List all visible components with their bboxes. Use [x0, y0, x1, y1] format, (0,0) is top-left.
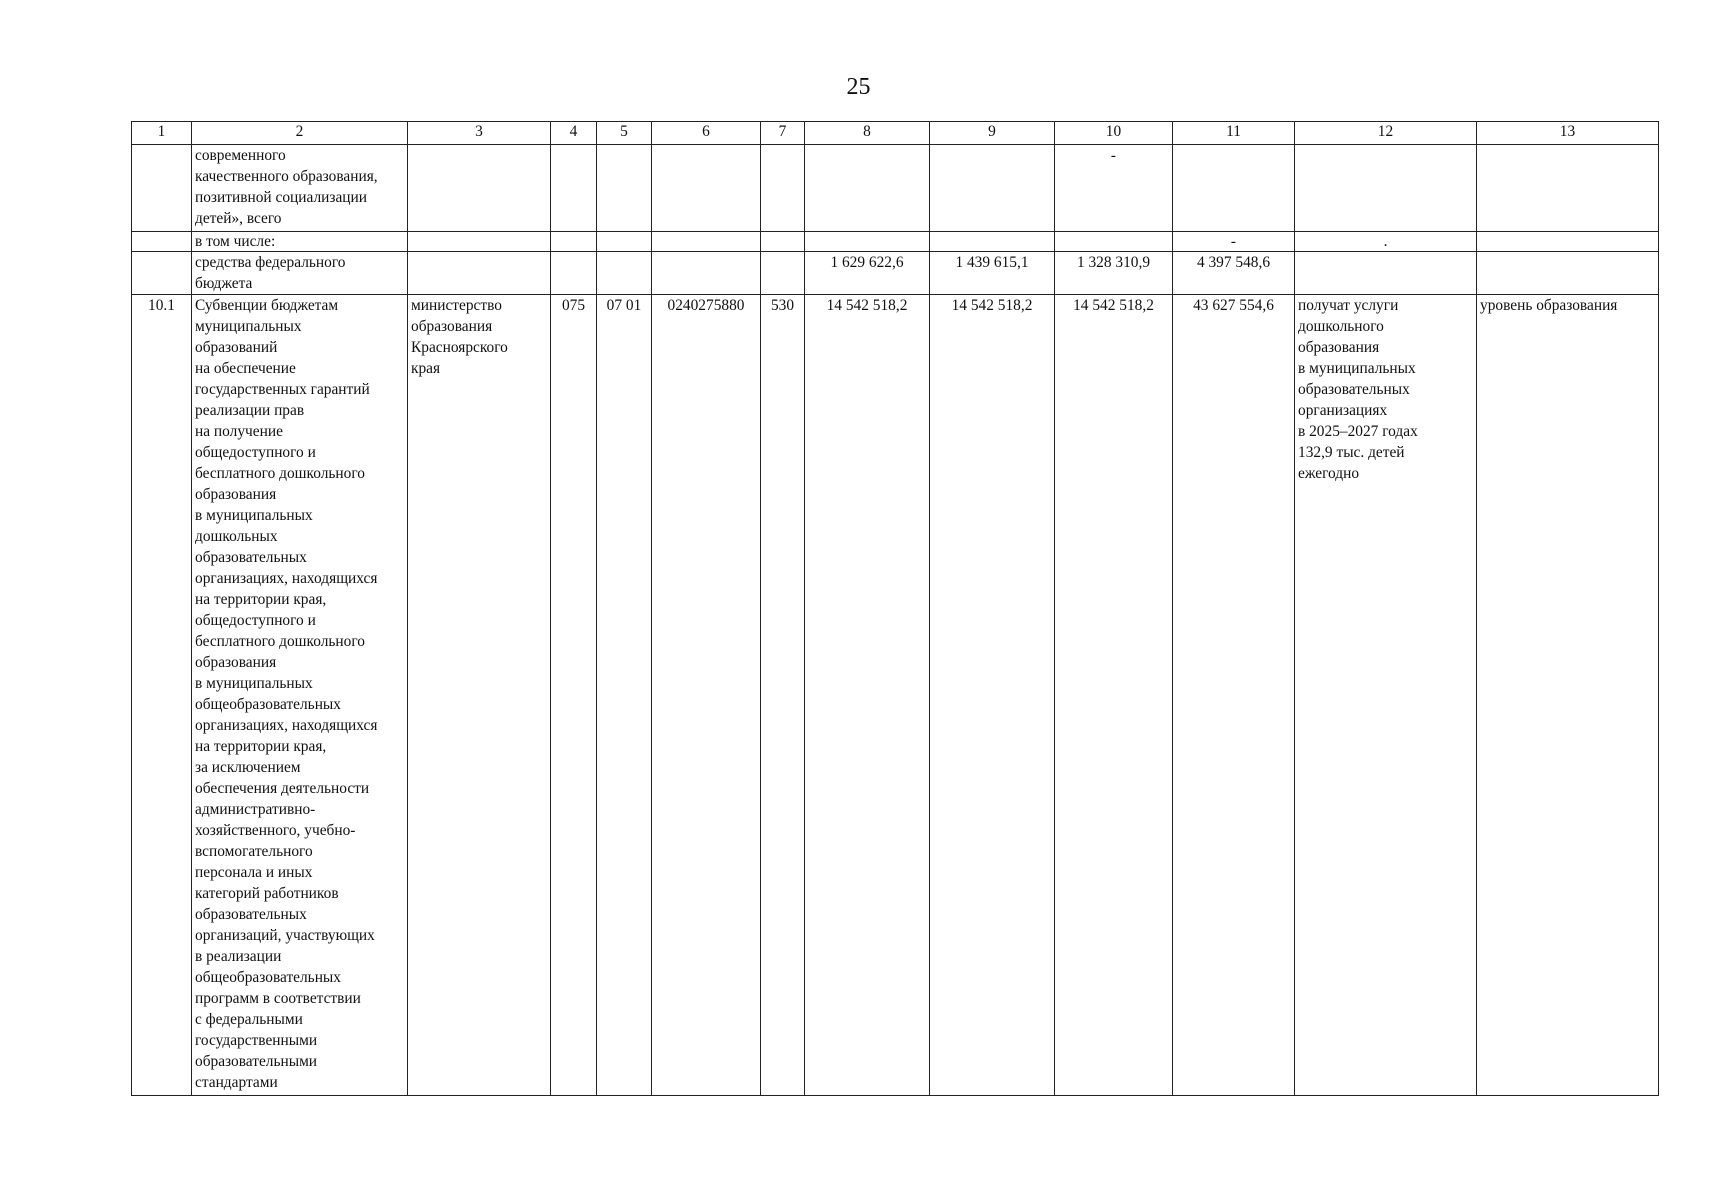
text-line: государственных гарантий [195, 381, 370, 398]
budget-table [131, 121, 1659, 1096]
cell-col13 [1477, 232, 1659, 252]
cell-col6 [652, 252, 761, 295]
table-row-federal-budget [132, 252, 1659, 295]
text-line: бесплатного дошкольного [195, 633, 365, 650]
header-cell: 6 [652, 122, 761, 145]
cell-section-code: 07 01 [597, 295, 652, 1096]
cell-col13 [1477, 145, 1659, 232]
text-line: бесплатного дошкольного [195, 465, 365, 482]
cell-description [192, 295, 408, 1096]
cell-number [132, 252, 192, 295]
text-line: в 2025–2027 годах [1298, 423, 1418, 440]
text-line: на обеспечение [195, 360, 296, 377]
text-line: образований [195, 339, 278, 356]
cell-amount-2025: 14 542 518,2 [805, 295, 930, 1096]
text-line: современного [195, 147, 286, 164]
cell-expected-result [1295, 295, 1477, 1096]
header-cell: 8 [805, 122, 930, 145]
text-line: позитивной социализации [195, 189, 367, 206]
text-line: образования [195, 486, 277, 503]
text-line: образовательных [1298, 381, 1410, 398]
cell-col12 [1295, 145, 1477, 232]
text-line: министерство [411, 297, 502, 314]
text-line: бюджета [195, 275, 253, 292]
cell-amount-total: 43 627 554,6 [1173, 295, 1295, 1096]
text-line: образования [195, 654, 277, 671]
text-line: качественного образования, [195, 168, 378, 185]
header-cell: 9 [930, 122, 1055, 145]
cell-col5 [597, 145, 652, 232]
cell-col12: . [1295, 232, 1477, 252]
text-line: общедоступного и [195, 444, 316, 461]
cell-description [192, 252, 408, 295]
header-cell: 2 [192, 122, 408, 145]
text-line: средства федерального [195, 254, 346, 271]
text-line: административно- [195, 801, 316, 818]
text-line: получат услуги [1298, 297, 1399, 314]
cell-col7 [761, 232, 805, 252]
text-line: Субвенции бюджетам [195, 297, 339, 314]
text-line: муниципальных [195, 318, 302, 335]
cell-indicator: уровень образования [1477, 295, 1659, 1096]
text-line: хозяйственного, учебно- [195, 822, 356, 839]
text-line: государственными [195, 1032, 318, 1049]
text-line: организациях, находящихся [195, 717, 378, 734]
cell-ministry-code: 075 [551, 295, 597, 1096]
cell-col5 [597, 252, 652, 295]
text-line: края [411, 360, 441, 377]
header-cell: 10 [1055, 122, 1173, 145]
text-line: организаций, участвующих [195, 927, 375, 944]
text-line: ежегодно [1298, 465, 1360, 482]
header-cell: 13 [1477, 122, 1659, 145]
text-line: организациях [1298, 402, 1388, 419]
text-line: на территории края, [195, 591, 327, 608]
text-line: Красноярского [411, 339, 508, 356]
cell-amount-2027: 14 542 518,2 [1055, 295, 1173, 1096]
cell-col9 [930, 145, 1055, 232]
cell-executor [408, 145, 551, 232]
text-line: стандартами [195, 1074, 278, 1091]
cell-amount-2027: 1 328 310,9 [1055, 252, 1173, 295]
text-line: за исключением [195, 759, 301, 776]
cell-amount-2025: 1 629 622,6 [805, 252, 930, 295]
cell-amount-total: 4 397 548,6 [1173, 252, 1295, 295]
text-line: на территории края, [195, 738, 327, 755]
table-row-program-title [132, 145, 1659, 232]
text-line: образования [1298, 339, 1380, 356]
cell-col6 [652, 145, 761, 232]
text-line: общедоступного и [195, 612, 316, 629]
header-row [132, 122, 1659, 145]
text-line: образования [411, 318, 493, 335]
cell-col8 [805, 232, 930, 252]
text-line: общеобразовательных [195, 696, 341, 713]
cell-col10: - [1055, 145, 1173, 232]
cell-executor [408, 232, 551, 252]
header-cell: 5 [597, 122, 652, 145]
cell-expense-type-code: 530 [761, 295, 805, 1096]
header-cell: 3 [408, 122, 551, 145]
cell-col6 [652, 232, 761, 252]
text-line: вспомогательного [195, 843, 313, 860]
text-line: на получение [195, 423, 283, 440]
text-line: с федеральными [195, 1011, 303, 1028]
text-line: в муниципальных [195, 507, 313, 524]
cell-number [132, 232, 192, 252]
cell-col11 [1173, 145, 1295, 232]
text-line: образовательных [195, 549, 307, 566]
text-line: 132,9 тыс. детей [1298, 444, 1405, 461]
cell-col4 [551, 232, 597, 252]
cell-executor [408, 295, 551, 1096]
cell-amount-2026: 14 542 518,2 [930, 295, 1055, 1096]
text-line: программ в соответствии [195, 990, 361, 1007]
cell-col11: - [1173, 232, 1295, 252]
header-cell: 4 [551, 122, 597, 145]
cell-col4 [551, 145, 597, 232]
header-cell: 11 [1173, 122, 1295, 145]
text-line: персонала и иных [195, 864, 313, 881]
cell-col8 [805, 145, 930, 232]
text-line: реализации прав [195, 402, 305, 419]
text-line: образовательными [195, 1053, 318, 1070]
cell-col9 [930, 232, 1055, 252]
text-line: обеспечения деятельности [195, 780, 370, 797]
text-line: организациях, находящихся [195, 570, 378, 587]
cell-col13 [1477, 252, 1659, 295]
header-cell: 7 [761, 122, 805, 145]
cell-col12 [1295, 252, 1477, 295]
header-cell: 1 [132, 122, 192, 145]
text-line: в муниципальных [1298, 360, 1416, 377]
cell-executor [408, 252, 551, 295]
text-line: общеобразовательных [195, 969, 341, 986]
table-row-10-1 [132, 295, 1659, 1096]
text-line: дошкольного [1298, 318, 1384, 335]
cell-col5 [597, 232, 652, 252]
text-line: дошкольных [195, 528, 278, 545]
cell-description: в том числе: [192, 232, 408, 252]
text-line: категорий работников [195, 885, 339, 902]
cell-amount-2026: 1 439 615,1 [930, 252, 1055, 295]
header-cell: 12 [1295, 122, 1477, 145]
cell-target-code: 0240275880 [652, 295, 761, 1096]
cell-col7 [761, 252, 805, 295]
text-line: детей», всего [195, 210, 282, 227]
text-line: образовательных [195, 906, 307, 923]
text-line: в реализации [195, 948, 282, 965]
table-row-including [132, 232, 1659, 252]
cell-number: 10.1 [132, 295, 192, 1096]
cell-description [192, 145, 408, 232]
cell-col7 [761, 145, 805, 232]
page-number: 25 [846, 74, 871, 100]
cell-number [132, 145, 192, 232]
text-line: в муниципальных [195, 675, 313, 692]
cell-col4 [551, 252, 597, 295]
cell-col10 [1055, 232, 1173, 252]
